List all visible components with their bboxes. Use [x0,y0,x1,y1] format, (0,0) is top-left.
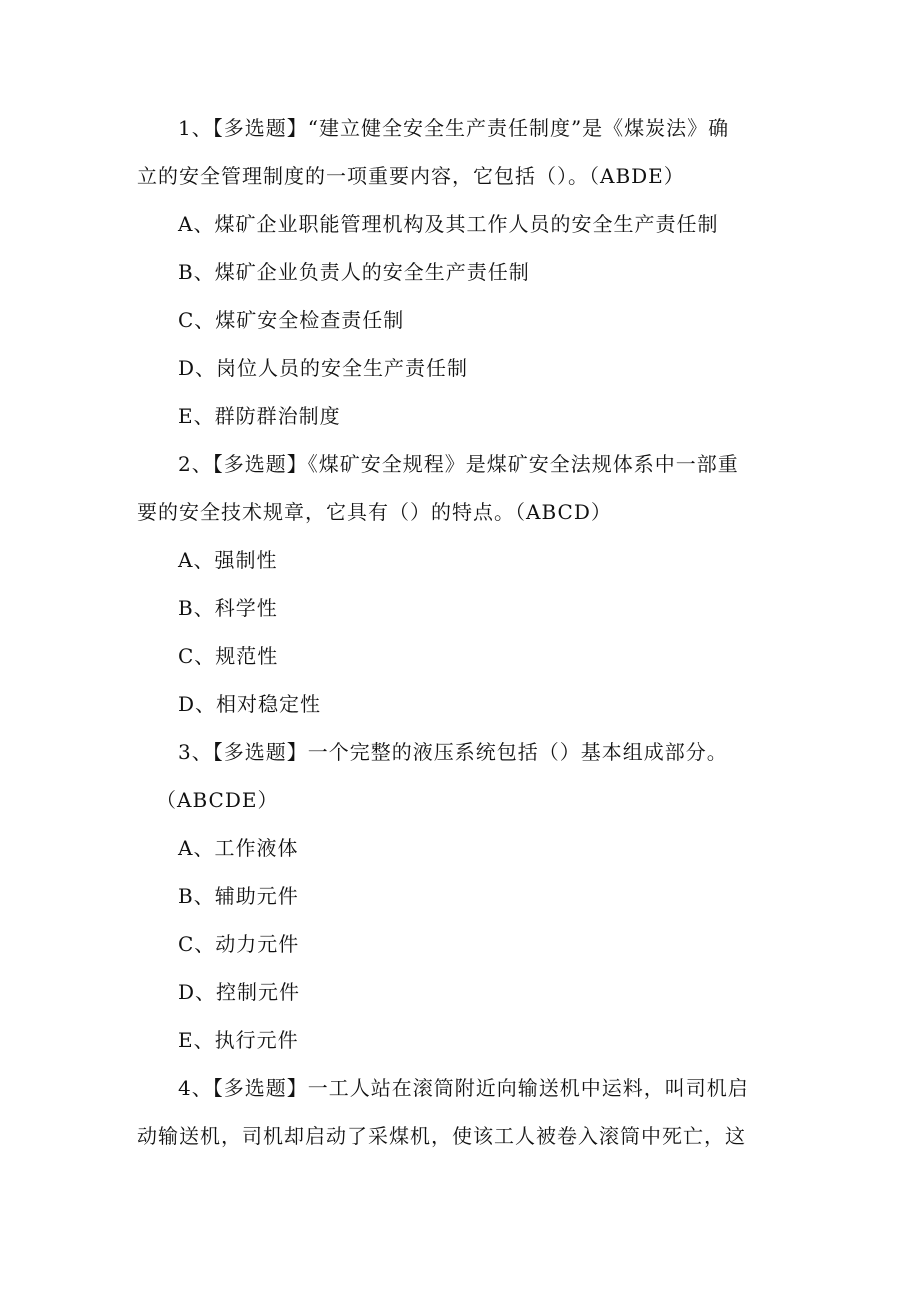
question-3-stem-line-1: 3、【多选题】一个完整的液压系统包括（）基本组成部分。 [178,740,728,764]
question-3-stem-line-2: （ABCDE） [156,788,279,812]
question-4-stem-line-1: 4、【多选题】一工人站在滚筒附近向输送机中运料，叫司机启 [178,1076,749,1100]
question-1-option-a: A、煤矿企业职能管理机构及其工作人员的安全生产责任制 [178,212,719,236]
question-3-option-d: D、控制元件 [178,980,301,1004]
question-3-option-c: C、动力元件 [178,932,300,956]
question-1-stem-line-2: 立的安全管理制度的一项重要内容，它包括（）。（ABDE） [137,164,685,188]
question-3-option-b: B、辅助元件 [178,884,299,908]
question-1-option-d: D、岗位人员的安全生产责任制 [178,356,469,380]
question-1-option-c: C、煤矿安全检查责任制 [178,308,405,332]
question-1-option-b: B、煤矿企业负责人的安全生产责任制 [178,260,530,284]
question-2-stem-line-2: 要的安全技术规章，它具有（）的特点。（ABCD） [137,500,612,524]
question-4-stem-line-2: 动输送机，司机却启动了采煤机，使该工人被卷入滚筒中死亡，这 [137,1124,746,1148]
question-2-stem-line-1: 2、【多选题】《煤矿安全规程》是煤矿安全法规体系中一部重 [178,452,739,476]
question-1-stem-line-1: 1、【多选题】“建立健全安全生产责任制度”是《煤炭法》确 [178,116,730,140]
question-2-option-a: A、强制性 [178,548,278,572]
question-2-option-c: C、规范性 [178,644,279,668]
question-3-option-a: A、工作液体 [178,836,299,860]
question-1-option-e: E、群防群治制度 [178,404,341,428]
question-2-option-d: D、相对稳定性 [178,692,322,716]
question-3-option-e: E、执行元件 [178,1028,299,1052]
question-2-option-b: B、科学性 [178,596,278,620]
